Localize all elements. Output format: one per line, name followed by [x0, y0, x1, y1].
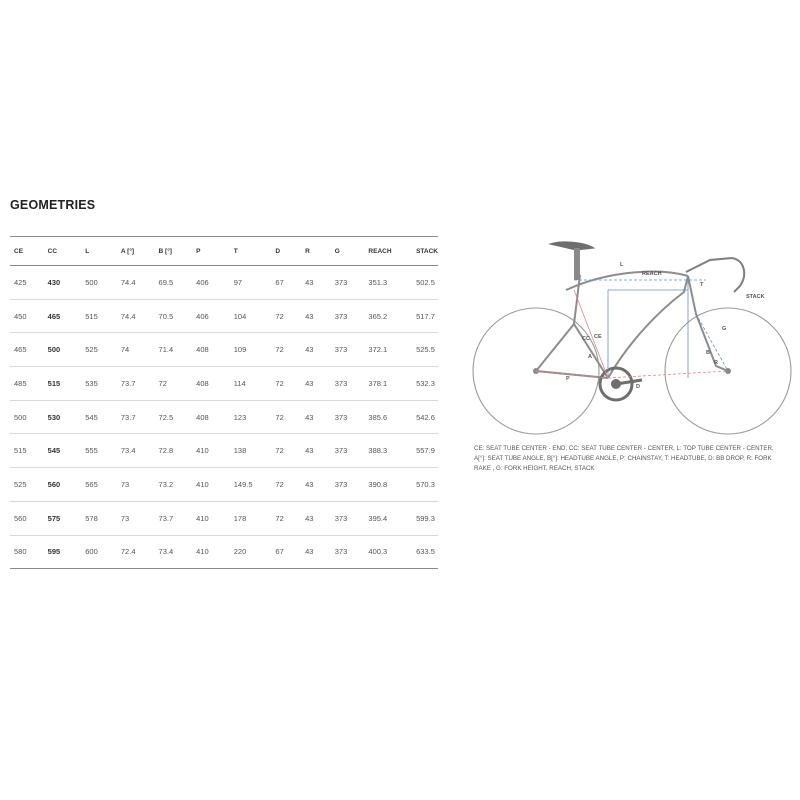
cell-a: 74.4 [117, 299, 155, 333]
cell-reach: 385.6 [364, 400, 412, 434]
cell-r: 43 [301, 468, 331, 502]
cell-d: 72 [271, 367, 301, 401]
cell-l: 535 [81, 367, 117, 401]
label-d: D [636, 384, 640, 390]
label-g: G [722, 326, 727, 332]
cell-cc: 465 [44, 299, 82, 333]
cell-t: 114 [230, 367, 272, 401]
cell-r: 43 [301, 299, 331, 333]
table-row [10, 535, 438, 569]
cell-l: 515 [81, 299, 117, 333]
cell-r: 43 [301, 266, 331, 300]
table-row [10, 468, 438, 502]
cell-stack: 517.7 [412, 299, 438, 333]
cell-reach: 388.3 [364, 434, 412, 468]
bike-geometry-diagram [470, 230, 800, 440]
cell-b: 69.5 [155, 266, 193, 300]
cell-g: 373 [331, 535, 365, 569]
cell-b: 72.8 [155, 434, 193, 468]
cell-b: 73.2 [155, 468, 193, 502]
cell-p: 408 [192, 400, 230, 434]
cell-t: 149.5 [230, 468, 272, 502]
cell-stack: 599.3 [412, 501, 438, 535]
col-header-d: D [271, 237, 301, 266]
col-header-a: A [°] [117, 237, 155, 266]
cell-ce: 515 [10, 434, 44, 468]
cell-t: 97 [230, 266, 272, 300]
geometry-lines [536, 276, 728, 378]
cell-cc: 575 [44, 501, 82, 535]
label-l: L [620, 262, 624, 268]
cell-reach: 400.3 [364, 535, 412, 569]
cell-stack: 557.9 [412, 434, 438, 468]
col-header-ce: CE [10, 237, 44, 266]
table-row [10, 299, 438, 333]
cell-stack: 570.3 [412, 468, 438, 502]
table-row [10, 266, 438, 300]
cell-cc: 545 [44, 434, 82, 468]
cell-ce: 500 [10, 400, 44, 434]
col-header-b: B [°] [155, 237, 193, 266]
col-header-g: G [331, 237, 365, 266]
cell-ce: 485 [10, 367, 44, 401]
cell-b: 73.7 [155, 501, 193, 535]
cell-l: 500 [81, 266, 117, 300]
table-row [10, 501, 438, 535]
cell-d: 72 [271, 468, 301, 502]
cell-t: 178 [230, 501, 272, 535]
cell-g: 373 [331, 434, 365, 468]
label-ce: CE [594, 334, 602, 340]
cell-p: 408 [192, 333, 230, 367]
cell-cc: 595 [44, 535, 82, 569]
cell-cc: 530 [44, 400, 82, 434]
table-row [10, 434, 438, 468]
label-t: T [700, 282, 704, 288]
cell-cc: 560 [44, 468, 82, 502]
cell-r: 43 [301, 535, 331, 569]
cell-d: 72 [271, 299, 301, 333]
label-cc: CC [582, 336, 590, 342]
cell-a: 73.7 [117, 400, 155, 434]
label-stack: STACK [746, 294, 765, 300]
cell-l: 600 [81, 535, 117, 569]
cell-l: 565 [81, 468, 117, 502]
col-header-reach: REACH [364, 237, 412, 266]
col-header-l: L [81, 237, 117, 266]
cell-p: 410 [192, 535, 230, 569]
handlebar [686, 258, 744, 292]
cell-reach: 365.2 [364, 299, 412, 333]
cell-r: 43 [301, 333, 331, 367]
cell-p: 406 [192, 266, 230, 300]
table-row [10, 367, 438, 401]
cell-r: 43 [301, 434, 331, 468]
cell-cc: 430 [44, 266, 82, 300]
cell-b: 71.4 [155, 333, 193, 367]
cell-g: 373 [331, 333, 365, 367]
cell-a: 73 [117, 468, 155, 502]
cell-l: 545 [81, 400, 117, 434]
cell-p: 410 [192, 468, 230, 502]
cell-r: 43 [301, 501, 331, 535]
cell-a: 74.4 [117, 266, 155, 300]
cell-ce: 425 [10, 266, 44, 300]
cell-ce: 560 [10, 501, 44, 535]
cell-b: 72 [155, 367, 193, 401]
cell-b: 72.5 [155, 400, 193, 434]
cell-t: 104 [230, 299, 272, 333]
label-reach: REACH [642, 271, 662, 277]
cell-ce: 525 [10, 468, 44, 502]
cell-a: 73.7 [117, 367, 155, 401]
cell-ce: 580 [10, 535, 44, 569]
cell-p: 410 [192, 501, 230, 535]
cell-a: 74 [117, 333, 155, 367]
col-header-stack: STACK [412, 237, 438, 266]
cell-b: 73.4 [155, 535, 193, 569]
cell-d: 72 [271, 501, 301, 535]
label-b: B [706, 350, 710, 356]
cell-reach: 378.1 [364, 367, 412, 401]
col-header-r: R [301, 237, 331, 266]
cell-reach: 395.4 [364, 501, 412, 535]
cell-t: 123 [230, 400, 272, 434]
cell-stack: 502.5 [412, 266, 438, 300]
table-row [10, 400, 438, 434]
cell-p: 408 [192, 367, 230, 401]
cell-g: 373 [331, 299, 365, 333]
cell-b: 70.5 [155, 299, 193, 333]
cell-a: 73.4 [117, 434, 155, 468]
label-r: R [714, 360, 718, 366]
cell-t: 220 [230, 535, 272, 569]
cell-d: 72 [271, 400, 301, 434]
cell-l: 578 [81, 501, 117, 535]
cell-t: 138 [230, 434, 272, 468]
label-p: P [566, 376, 570, 382]
cell-g: 373 [331, 367, 365, 401]
cell-d: 72 [271, 434, 301, 468]
cell-stack: 532.3 [412, 367, 438, 401]
cell-g: 373 [331, 501, 365, 535]
seat-assembly [550, 242, 594, 280]
cell-reach: 390.8 [364, 468, 412, 502]
cell-reach: 372.1 [364, 333, 412, 367]
cell-d: 67 [271, 266, 301, 300]
cell-ce: 450 [10, 299, 44, 333]
cell-p: 406 [192, 299, 230, 333]
table-row [10, 333, 438, 367]
cell-stack: 542.6 [412, 400, 438, 434]
cell-stack: 525.5 [412, 333, 438, 367]
label-a: A [588, 354, 592, 360]
page-title: GEOMETRIES [10, 198, 96, 212]
cell-g: 373 [331, 468, 365, 502]
col-header-t: T [230, 237, 272, 266]
cell-g: 373 [331, 266, 365, 300]
col-header-cc: CC [44, 237, 82, 266]
cell-cc: 515 [44, 367, 82, 401]
cell-p: 410 [192, 434, 230, 468]
cell-ce: 465 [10, 333, 44, 367]
cell-d: 67 [271, 535, 301, 569]
cell-g: 373 [331, 400, 365, 434]
cell-a: 73 [117, 501, 155, 535]
geometry-table [10, 236, 438, 569]
table-header-row [10, 237, 438, 266]
cell-d: 72 [271, 333, 301, 367]
cell-reach: 351.3 [364, 266, 412, 300]
cell-r: 43 [301, 400, 331, 434]
col-header-p: P [192, 237, 230, 266]
cell-l: 525 [81, 333, 117, 367]
diagram-legend: CE: SEAT TUBE CENTER - END, CC: SEAT TUBE CENTER - CENTER, L: TOP TUBE CENTER - CENTER, A[°]: SEAT TUBE ANGLE, B[°]: HEADTUBE ANGLE, P: CHAINSTAY, T: HEADTUBE, D: BB DROP, R: FORK RAKE , G: FORK HEIGHT, REACH, STACK [474, 445, 774, 472]
cell-r: 43 [301, 367, 331, 401]
cell-a: 72.4 [117, 535, 155, 569]
cell-t: 109 [230, 333, 272, 367]
cell-cc: 500 [44, 333, 82, 367]
cell-l: 555 [81, 434, 117, 468]
cell-stack: 633.5 [412, 535, 438, 569]
